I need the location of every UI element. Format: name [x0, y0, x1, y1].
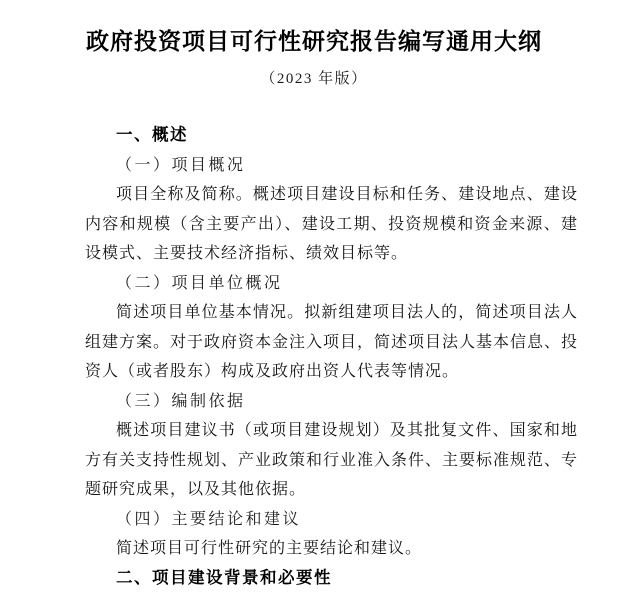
subsection-heading-1-4: （四）主要结论和建议 [116, 510, 302, 528]
paragraph-main-conclusions: 简述项目可行性研究的主要结论和建议。 [116, 540, 423, 557]
subsection-heading-1-2: （二）项目单位概况 [116, 274, 283, 292]
subsection-heading-1-1: （一）项目概况 [116, 156, 246, 174]
document-subtitle: （2023 年版） [260, 71, 368, 87]
paragraph-unit-overview: 简述项目单位基本情况。拟新组建项目法人的，简述项目法人组建方案。对于政府资本金注入项目，简述项目法人基本信息、投资人（或者股东）构成及政府出资人代表等情况。 [85, 304, 579, 380]
section-heading-1: 一、概述 [116, 126, 188, 144]
paragraph-compilation-basis: 概述项目建议书（或项目建设规划）及其批复文件、国家和地方有关支持性规划、产业政策和行业准入条件、主要标准规范、专题研究成果，以及其他依据。 [85, 422, 579, 498]
paragraph-project-overview: 项目全称及简称。概述项目建设目标和任务、建设地点、建设内容和规模（含主要产出）、建设工期、投资规模和资金来源、建设模式、主要技术经济指标、绩效目标等。 [85, 186, 578, 262]
section-heading-2: 二、项目建设背景和必要性 [116, 568, 332, 587]
subsection-heading-1-3: （三）编制依据 [116, 392, 246, 410]
document-title: 政府投资项目可行性研究报告编写通用大纲 [86, 29, 542, 54]
document-body [85, 121, 578, 592]
